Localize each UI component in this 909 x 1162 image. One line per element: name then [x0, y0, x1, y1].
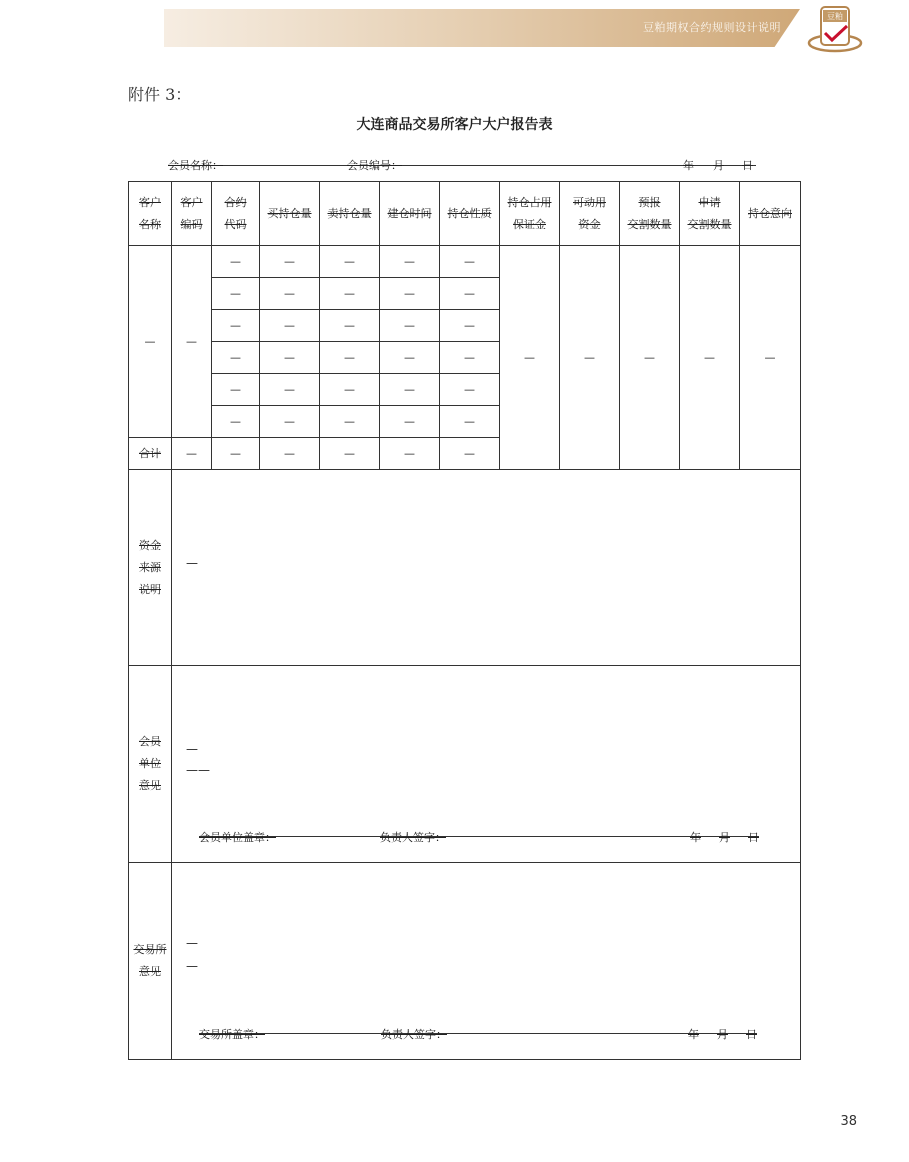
total-cell: — — [212, 438, 260, 470]
header-text: 卖持仓量 — [327, 206, 372, 220]
attachment-label: 附件 3： — [128, 85, 192, 104]
total-cell: — — [172, 438, 212, 470]
available-funds-cell: — — [560, 246, 620, 470]
sell-position-cell: — — [320, 278, 380, 310]
page-number: 38 — [840, 1114, 857, 1129]
header-cell — [380, 182, 440, 246]
header-text: 客户 编码 — [180, 195, 203, 231]
exchange-month: 月 — [717, 1028, 728, 1041]
buy-position-cell: — — [260, 342, 320, 374]
position-type-cell: — — [440, 246, 500, 278]
header-cell — [560, 182, 620, 246]
member-opinion-row — [129, 666, 801, 863]
client-code-cell: — — [172, 246, 212, 438]
header-text: 持仓意向 — [748, 206, 792, 220]
open-time-cell: — — [380, 310, 440, 342]
header-title: 豆粕期权合约规则设计说明 — [643, 21, 781, 34]
member-year: 年 — [690, 831, 701, 844]
client-name-cell: — — [129, 246, 172, 438]
contract-code-cell: — — [212, 342, 260, 374]
data-row — [129, 246, 801, 278]
open-time-cell: — — [380, 342, 440, 374]
header-cell — [212, 182, 260, 246]
open-time-cell: — — [380, 246, 440, 278]
fund-source-row — [129, 470, 801, 666]
header-text: 合约 代码 — [224, 195, 247, 231]
sell-position-cell: — — [320, 246, 380, 278]
exchange-year: 年 — [688, 1028, 699, 1041]
header-cell — [129, 182, 172, 246]
header-text: 预报 交割数量 — [627, 195, 672, 231]
total-cell: — — [440, 438, 500, 470]
position-type-cell: — — [440, 310, 500, 342]
form-title: 大连商品交易所客户大户报告表 — [356, 117, 553, 133]
exchange-opinion-label-cell — [129, 863, 172, 1060]
buy-position-cell: — — [260, 278, 320, 310]
meta-month: 月 — [713, 159, 724, 172]
header-text: 持仓性质 — [447, 206, 492, 220]
buy-position-cell: — — [260, 374, 320, 406]
member-name-label: 会员名称： — [168, 159, 223, 172]
apply-delivery-cell: — — [680, 246, 740, 470]
member-sign-label: 负责人签字： — [380, 831, 446, 844]
exchange-opinion-row — [129, 863, 801, 1060]
header-cell — [260, 182, 320, 246]
sell-position-cell: — — [320, 310, 380, 342]
position-type-cell: — — [440, 406, 500, 438]
contract-code-cell: — — [212, 310, 260, 342]
header-cell — [740, 182, 801, 246]
member-opinion-label: 会员 单位 意见 — [139, 735, 161, 792]
header-cell — [620, 182, 680, 246]
header-text: 建仓时间 — [387, 206, 432, 220]
exchange-opinion-dash-1: — — [186, 936, 198, 950]
meta-day: 日 — [742, 159, 753, 172]
member-opinion-dash-1: — — [186, 742, 198, 756]
contract-code-cell: — — [212, 278, 260, 310]
contract-code-cell: — — [212, 246, 260, 278]
fund-source-dash: — — [186, 556, 198, 570]
header-row — [129, 182, 801, 246]
total-cell: — — [320, 438, 380, 470]
member-opinion-body — [172, 666, 801, 863]
fund-source-body — [172, 470, 801, 666]
logo-text: 豆粕 — [827, 12, 843, 21]
exchange-opinion-dash-2: — — [186, 959, 198, 973]
sell-position-cell: — — [320, 342, 380, 374]
header-cell — [500, 182, 560, 246]
open-time-cell: — — [380, 278, 440, 310]
sell-position-cell: — — [320, 406, 380, 438]
total-cell: — — [380, 438, 440, 470]
fund-source-label: 资金 来源 说明 — [139, 538, 161, 596]
header-text: 客户 名称 — [139, 195, 161, 231]
sell-position-cell: — — [320, 374, 380, 406]
position-intent-cell: — — [740, 246, 801, 470]
position-type-cell: — — [440, 342, 500, 374]
total-cell: — — [260, 438, 320, 470]
member-stamp-label: 会员单位盖章： — [199, 831, 276, 844]
header-cell — [320, 182, 380, 246]
header-cell — [440, 182, 500, 246]
fund-source-label-cell — [129, 470, 172, 666]
header-text: 持仓占用 保证金 — [507, 195, 552, 231]
header-cell — [172, 182, 212, 246]
member-month: 月 — [719, 831, 730, 844]
header-cell — [680, 182, 740, 246]
soybean-meal-logo-icon — [806, 5, 864, 53]
header-text: 可动用 资金 — [573, 195, 606, 231]
position-type-cell: — — [440, 374, 500, 406]
buy-position-cell: — — [260, 246, 320, 278]
exchange-sign-label: 负责人签字： — [381, 1028, 447, 1041]
member-number-label: 会员编号： — [347, 159, 402, 172]
buy-position-cell: — — [260, 310, 320, 342]
exchange-day: 日 — [746, 1028, 757, 1041]
meta-year: 年 — [683, 159, 694, 172]
forecast-delivery-cell: — — [620, 246, 680, 470]
margin-cell: — — [500, 246, 560, 470]
member-opinion-label-cell — [129, 666, 172, 863]
exchange-stamp-label: 交易所盖章： — [199, 1028, 265, 1041]
member-day: 日 — [748, 831, 759, 844]
exchange-opinion-label: 交易所 意见 — [133, 943, 167, 978]
member-sign-underline — [199, 836, 759, 837]
open-time-cell: — — [380, 374, 440, 406]
exchange-opinion-body — [172, 863, 801, 1060]
member-opinion-dash-2: —— — [186, 763, 210, 777]
open-time-cell: — — [380, 406, 440, 438]
position-type-cell: — — [440, 278, 500, 310]
meta-underline — [168, 165, 756, 166]
buy-position-cell: — — [260, 406, 320, 438]
total-label: 合计 — [129, 438, 172, 470]
exchange-sign-underline — [199, 1033, 757, 1034]
header-text: 买持仓量 — [267, 206, 312, 220]
contract-code-cell: — — [212, 406, 260, 438]
contract-code-cell: — — [212, 374, 260, 406]
header-text: 申请 交割数量 — [687, 195, 732, 231]
large-trader-report-table — [128, 181, 801, 1060]
